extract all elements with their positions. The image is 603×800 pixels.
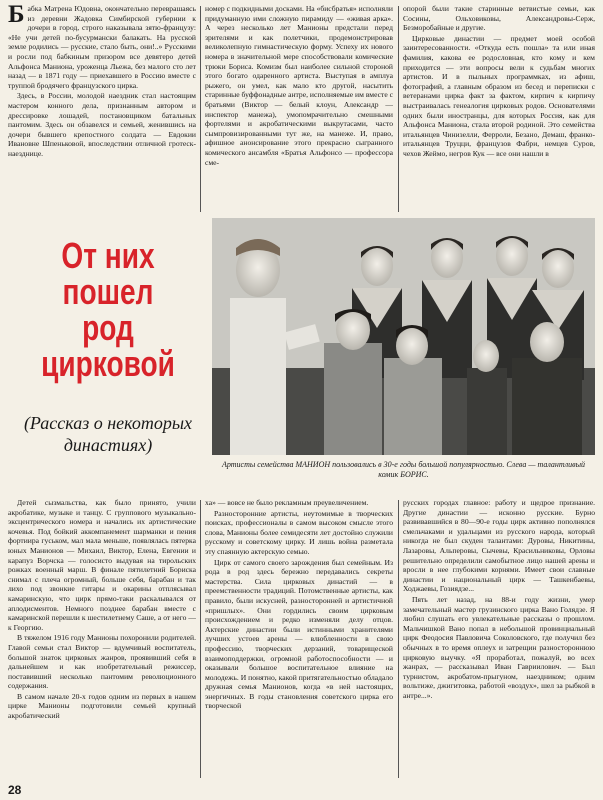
paragraph: В тяжелом 1916 году Манионы похоронили родителей. Главой семьи стал Виктор — вдумчивый воспитатель, большой знаток цирковых жанров, проявивший себя в дальнейшем и как изобретательный режиссер, поставивший несколько пантомим революционного содержания. xyxy=(8,633,196,691)
top-column-3 xyxy=(403,4,595,214)
headline-line: цирковой xyxy=(41,343,175,384)
top-column-1 xyxy=(8,4,196,214)
bottom-column-3 xyxy=(403,498,595,780)
paragraph: Цирковые династии — предмет моей особой заинтересованности. «Откуда есть пошла» та или иная фамилия, какова ее родословная, кто кому и кем приходится — эти вопросы вели к судьбам многих артистов. И в пыльных программках, из афиш, фотографий, а главным образом из бесед и переписки с ветеранами цирка факт за фактом, кирпич к кирпичу выстраивалась генеалогия цирковых родов. Основателями одних были иностранцы, для которых Россия, как для Альфонса Маниона, стала второй родиной. Это семейства итальянцев Чинизелли, Ферроли, Безано, Демаш, франко-итальянцев Труцци, французов Фабри, немцев Суров, чехов Жеймо, негров Кук — все они нашли в xyxy=(403,33,595,158)
paragraph: Детей сызмальства, как было принято, учили акробатике, музыке и танцу. С группового музыкально-эксцентрического номера и начались их артистические кочевья. Под бойкий аккомпанемент шарманки и пения фортиира гуськом, мал мала меньше, появлялась пятерка юных Манионов — Михаил, Виктор, Елена, Евгении и карапуз Ворчска — голосисто выдувая на тирольских рожках военный марш. В финале пятилетний Бориска снимал с плеча огромный, больше себя, барабан и так лихо под звонкие гитары и окарины отплясывал камаринскую, что цирк прямо-таки раскалывался от аплодисментов. Немного позднее барабан вместе с камаринской перешли к шестилетнему Саше, а от него — к Георгию. xyxy=(8,498,196,632)
paragraph: русских городах главное: работу и щедрое признание. Другие династии — исконно русские. Бурно развивавшийся в 80—90-е годы цирк активно пополнялся смельчаками и удальцами из русского народа, который никогда не был скуден талантами: Дуровы, Никитины, Лазаровы, Альперовы, Сычевы, Красильниковы, Орловы решительно определили самобытное лицо нашей арены и вросли в нее глубокими корнями. Имеет свои славные династии и национальный цирк — Ташкенбаевы, Ходжаевы, Гозиядзе... xyxy=(403,498,595,594)
bottom-column-2 xyxy=(205,498,393,780)
photo-caption: Артисты семейства МАНИОН пользовались в 30-е годы большой популярностью. Слева — талантливый комик БОРИС. xyxy=(221,460,586,479)
paragraph: Пять лет назад, на 88-и году жизни, умер замечательный мастер грузинского цирка Вано Голядзе. Я любил слушать его увлекательные рассказы о прошлом. Мальчишкой Вано попал в небольшой провинциальный цирк Феодосия Павловича Соколовского, где получил без обычных в то время оплеух и затрещин разностороннюю цирковую выучку. «Я проработал, пожалуй, во всех жанрах, — рассказывал Иван Гавриилович. — Был турнистом, акробатом-прыгуном, наездником; одним вольтиже, джигитовка, работой «воздух», шел за рыбкой в антре...». xyxy=(403,594,595,700)
paragraph: Разносторонние артисты, неутомимые в творческих поисках, профессионалы в самом высоком смысле этого слова, Манионы более семидесяти лет достойно служили русскому и советскому цирку. И лишь война разметала эту спаянную актерскую семью. xyxy=(205,508,393,556)
paragraph: В самом начале 20-х годов одним из первых в нашем цирке Манионы подготовили семьей крупный акробатический xyxy=(8,691,196,721)
column-divider xyxy=(200,6,201,212)
top-column-2 xyxy=(205,4,393,214)
headline-line: род xyxy=(82,307,134,348)
paragraph: Цирк от самого своего зарождения был семейным. Из рода в род здесь бережно передавались секреты мастерства. Сила цирковых династий — в преемственности традиций. Потомственные артисты, как правило, были искусней, разносторонней и артистичной «пришлых». Они гордились своим цирковым происхождением и редко изменяли делу отцов. Актерские династии были истинными хранителями лучших устоев арены — влюбленности в свою профессию, творческих дерзаний, товарищеской взаимоподдержки, огромной работоспособности — и оказывали большое воспитательное влияние на молодежь. И понятно, какой притягательностью обладало дружная семья Манионов, когда «в ней настоящих, энергичных. В годы становления советского цирка его творческой xyxy=(205,557,393,711)
column-divider xyxy=(200,500,201,778)
paragraph: опорой были такие старинные ветвистые семьи, как Сосины, Ольховиковы, Александровы-Серж, Безморобайные и другие. xyxy=(403,4,595,33)
column-divider xyxy=(398,500,399,778)
headline-line: От них xyxy=(61,235,155,276)
bottom-column-1 xyxy=(8,498,196,780)
paragraph: номер с подкидными досками. На «бисбратья» исполняли придуманную ими сложную пирамиду — «живая арка». А через несколько лет Манионы предстали перед зрителями и как полетчики, продемонстрировав великолепную гимнастическую форму. Успеху их нового номера в значительной мере способствовали комические трюки Бориса. Комизм был наиболее сильной стороной этого богато одаренного артиста. Выступая в амплуа рыжего, он умел, как мало кто другой, насытить старинные буффонадные антре, исполняемые им вместе с братьями (Виктор — белый клоун, Александр — инспектор манежа), умопомрачительно смешными фортелями и акробатическими выкрутасами, часто сымпровизированными тут же, на манеже. И, право, афишное анонсирование этого прекрасно сыгранного комического ансамбля «Братья Альфонсо — профессора сме- xyxy=(205,4,393,167)
page-number: 28 xyxy=(8,783,22,797)
article-headline xyxy=(10,235,206,384)
photo-illustration xyxy=(212,218,595,455)
article-subtitle: (Рассказ о некоторых династиях) xyxy=(23,413,193,455)
column-divider xyxy=(398,6,399,212)
headline-line: пошел xyxy=(62,271,154,312)
paragraph: ха» — вовсе не было рекламным преувеличением. xyxy=(205,498,369,507)
paragraph: Здесь, в России, молодой наездник стал настоящим мастером конного дела, признанным автором и дрессировке лошадей, постановщиком батальных пантомим. Здесь он обзавелся и семьей, женившись на дочери бывшего крепостного солдата — Евдокии Ивановне Шпеньковой, впоследствии отличной гротеск-наезднице. xyxy=(8,91,196,158)
family-photo xyxy=(212,218,595,455)
paragraph: абка Матрена Юдовна, окончательно переврашаясь из деревни Жадовка Симбирской губернии к дочери в город, строго наказывала зятю-французу: «Не учи детей по-бусурмански балакать. На русской земле родились — русские, стало быть, они!..» Русскими и росли под бабкиным призором все девятеро детей Альфонса Маниона, уроженца Льежа, без малого сто лет назад — в 1871 году — приехавшего в Россию вместе с труппой бродячего французского цирка. xyxy=(8,4,196,90)
drop-cap: Б xyxy=(8,4,25,28)
